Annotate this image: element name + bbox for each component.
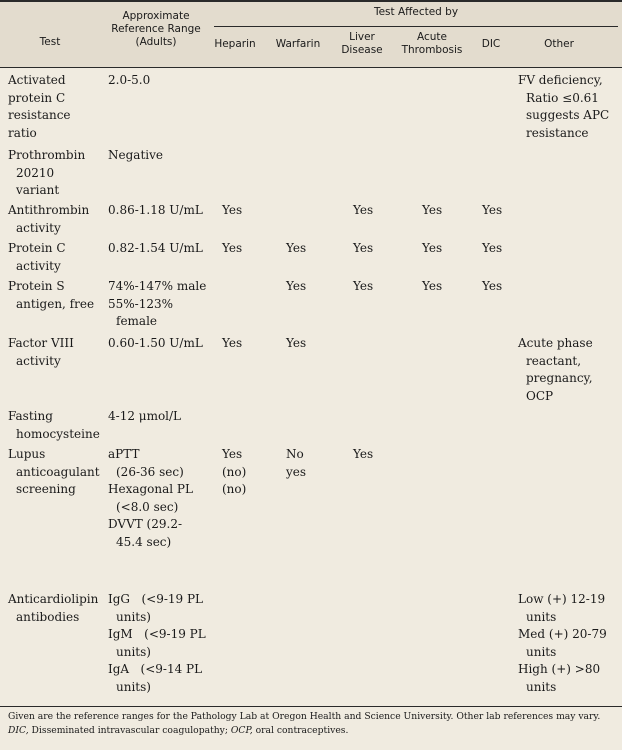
table-cell-range: 0.86-1.18 U/mL	[108, 203, 203, 217]
table-cell-range: 0.60-1.50 U/mL	[108, 336, 203, 350]
table-bottom-rule	[0, 706, 622, 707]
table-cell-range: 4-12 μmol/L	[108, 409, 182, 423]
table-top-rule	[0, 0, 622, 2]
table-cell-test: Protein C activity	[8, 241, 66, 273]
table-cell-heparin: Yes	[222, 203, 243, 217]
table-footnote: Given are the reference ranges for the Pathology Lab at Oregon Health and Science University. Other lab references may vary.	[8, 711, 601, 722]
table-cell-range: aPTT (26-36 sec) Hexagonal PL (<8.0 sec) DVVT (29.2- 45.4 sec)	[108, 447, 193, 549]
col-header-range-line3: (Adults)	[135, 36, 177, 48]
col-header-other: Other	[544, 38, 574, 50]
table-cell-dic: Yes	[482, 279, 503, 293]
table-cell-heparin: Yes	[222, 336, 243, 350]
col-header-warfarin: Warfarin	[275, 38, 321, 50]
table-cell-dic: Yes	[482, 241, 503, 255]
table-cell-range: 0.82-1.54 U/mL	[108, 241, 203, 255]
col-header-dic: DIC	[481, 38, 501, 50]
table-cell-other: FV deficiency, Ratio ≤0.61 suggests APC resistance	[518, 73, 610, 140]
table-cell-test: Lupus anticoagulant screening	[8, 447, 100, 496]
header-bottom-rule	[0, 67, 622, 68]
table-cell-test: Prothrombin 20210 variant	[8, 148, 86, 197]
table-cell-heparin: Yes	[222, 241, 243, 255]
table-cell-liver: Yes	[353, 241, 374, 255]
col-group-header-affected: Test Affected by	[373, 6, 459, 18]
table-cell-range: 2.0-5.0	[108, 73, 151, 87]
table-cell-warfarin: Yes	[286, 336, 307, 350]
col-header-liver-line1: Liver	[349, 31, 375, 43]
table-cell-test: Antithrombin activity	[8, 203, 90, 235]
table-cell-test: Fasting homocysteine	[8, 409, 100, 441]
table-cell-liver: Yes	[353, 279, 374, 293]
affected-group-rule	[214, 26, 618, 27]
table-cell-acute: Yes	[422, 241, 443, 255]
table-cell-test: Activated protein C resistance ratio	[8, 73, 71, 140]
table-cell-warfarin: Yes	[286, 279, 307, 293]
table-cell-other: Acute phase reactant, pregnancy, OCP	[518, 336, 593, 403]
col-header-range-line1: Approximate	[122, 10, 190, 22]
table-cell-acute: Yes	[422, 203, 443, 217]
abbreviation-note: DIC, Disseminated intravascular coagulopathy; OCP, oral contraceptives.	[8, 725, 349, 736]
col-header-acute-line1: Acute	[416, 31, 447, 43]
table-cell-other: Low (+) 12-19 units Med (+) 20-79 units High (+) >80 units	[518, 592, 607, 694]
table-cell-dic: Yes	[482, 203, 503, 217]
table-cell-heparin: Yes (no) (no)	[222, 447, 247, 496]
table-cell-range: Negative	[108, 148, 163, 162]
col-header-heparin: Heparin	[214, 38, 256, 50]
table-cell-liver: Yes	[353, 447, 374, 461]
table-cell-range: IgG (<9-19 PL units) IgM (<9-19 PL units) IgA (<9-14 PL units)	[108, 592, 206, 694]
col-header-range-line2: Reference Range	[111, 23, 201, 35]
table-cell-range: 74%-147% male 55%-123% female	[108, 279, 207, 328]
table-cell-acute: Yes	[422, 279, 443, 293]
col-header-acute-line2: Thrombosis	[401, 44, 463, 56]
table-cell-test: Factor VIII activity	[8, 336, 74, 368]
table-cell-test: Protein S antigen, free	[8, 279, 95, 311]
table-cell-warfarin: Yes	[286, 241, 307, 255]
col-header-liver-line2: Disease	[341, 44, 383, 56]
table-cell-liver: Yes	[353, 203, 374, 217]
col-header-test: Test	[39, 36, 61, 48]
table-cell-warfarin: No yes	[286, 447, 307, 479]
table-cell-test: Anticardiolipin antibodies	[8, 592, 99, 624]
